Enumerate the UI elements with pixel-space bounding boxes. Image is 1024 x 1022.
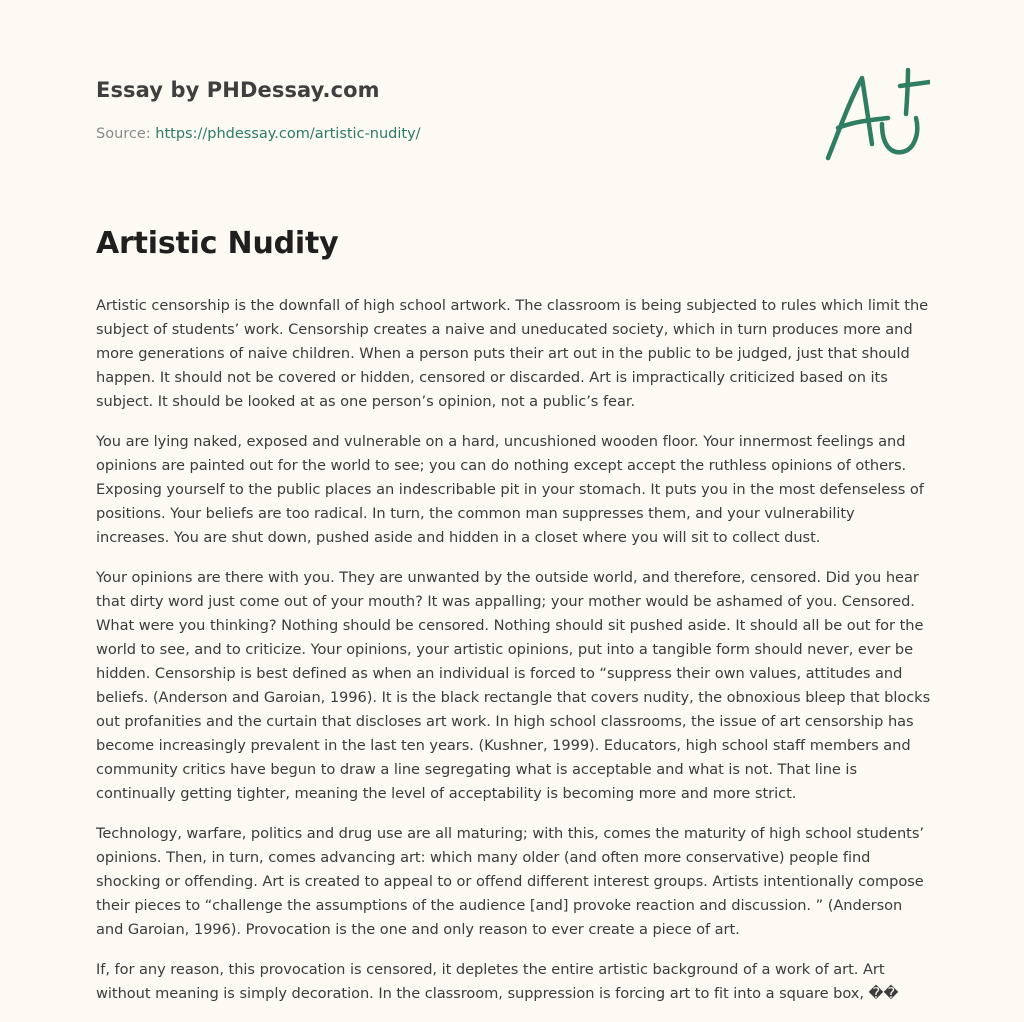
essay-paragraph: Artistic censorship is the downfall of high school artwork. The classroom is being subjected to rules which limit the subject of students’ work. Censorship creates a naive and uneducated society, which in turn produces more and more generations of naive children. When a person puts their art out in the public to be judged, just that should happen. It should not be covered or hidden, censored or discarded. Art is impractically criticized based on its subject. It should be looked at as one person’s opinion, not a public’s fear.: [96, 297, 929, 410]
essay-paragraph: Your opinions are there with you. They are unwanted by the outside world, and therefore, censored. Did you hear that dirty word just come out of your mouth? It was appalling; your mother would be ashamed of you. Censored. What were you thinking? Nothing should be censored. Nothing should sit pushed aside. It should all be out for the world to see, and to criticize. Your opinions, your artistic opinions, put into a tangible form should never, ever be hidden. Censorship is best defined as when an individual is forced to “suppress their own values, attitudes and beliefs. (Anderson and Garoian, 1996). It is the black rectangle that covers nudity, the obnoxious bleep that blocks out profanities and the curtain that discloses art work. In high school classrooms, the issue of art censorship has become increasingly prevalent in the last ten years. (Kushner, 1999). Educators, high school staff members and community critics have begun to draw a line segregating what is acceptable and what is not. That line is continually getting tighter, meaning the level of acceptability is becoming more and more strict.: [96, 569, 931, 802]
essay-title: Artistic Nudity: [96, 226, 339, 261]
essay-header: [96, 74, 796, 144]
a-plus-logo-icon: [818, 66, 930, 166]
source-link[interactable]: https://phdessay.com/artistic-nudity/: [155, 126, 421, 142]
site-title: Essay by PHDessay.com: [96, 78, 380, 102]
source-line: [96, 124, 796, 144]
essay-body: [96, 222, 932, 1022]
essay-paragraph: If, for any reason, this provocation is censored, it depletes the entire artistic background of a work of art. Art without meaning is simply decoration. In the classroom, suppression is forcing art to fit into a square box, ��: [96, 961, 899, 1002]
source-label: Source:: [96, 126, 156, 142]
essay-paragraph: You are lying naked, exposed and vulnerable on a hard, uncushioned wooden floor. Your innermost feelings and opinions are painted out for the world to see; you can do nothing except accept the ruthless opinions of others. Exposing yourself to the public places an indescribable pit in your stomach. It puts you in the most defenseless of positions. Your beliefs are too radical. In turn, the common man suppresses them, and your vulnerability increases. You are shut down, pushed aside and hidden in a closet where you will sit to collect dust.: [96, 433, 924, 546]
essay-paragraph: Technology, warfare, politics and drug use are all maturing; with this, comes the maturity of high school students’ opinions. Then, in turn, comes advancing art: which many older (and often more conservative) people find shocking or offending. Art is created to appeal to or offend different interest groups. Artists intentionally compose their pieces to “challenge the assumptions of the audience [and] provoke reaction and discussion. ” (Anderson and Garoian, 1996). Provocation is the one and only reason to ever create a piece of art.: [96, 825, 924, 938]
